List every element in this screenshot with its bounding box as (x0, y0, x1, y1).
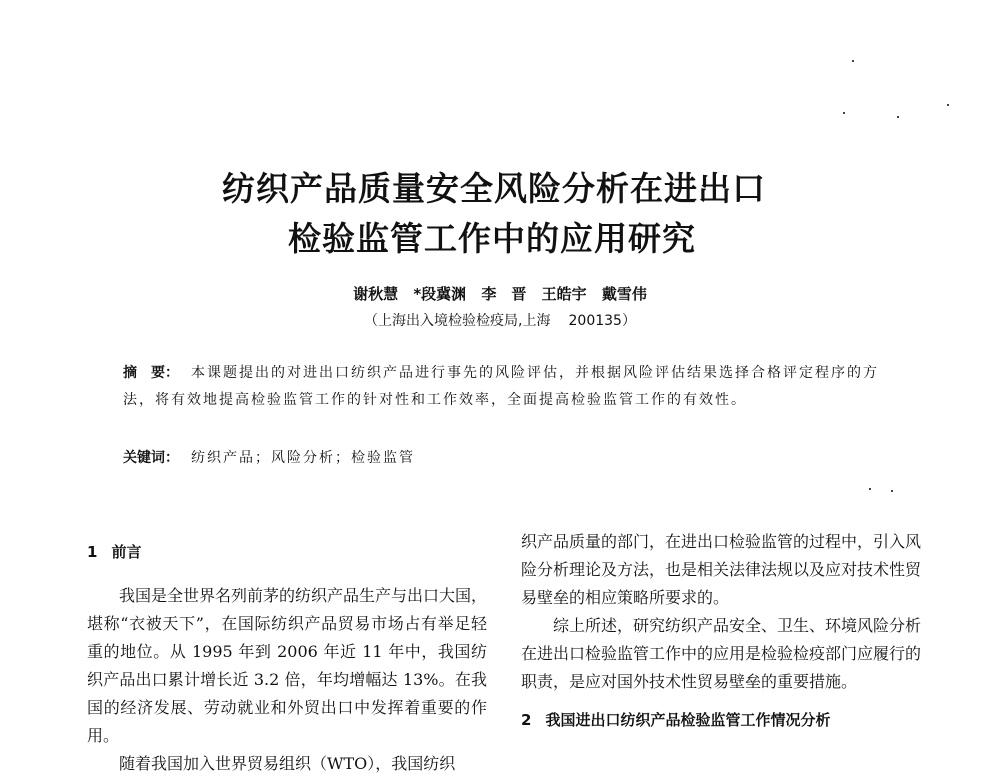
author-5: 戴雪伟 (601, 285, 647, 303)
scan-speck (843, 112, 845, 114)
author-1: 谢秋慧 (353, 285, 399, 303)
section-1-paragraph-1: 我国是全世界名列前茅的纺织产品生产与出口大国，堪称“衣被天下”，在国际纺织产品贸易市场占有举足轻重的地位。从 1995 年到 2006 年近 11 年中，我国纺织产品出口累计增长近 3.2 倍，年均增幅达 13%。在我国的经济发展、劳动就业和外贸出口中发挥着重要的作用。 (87, 586, 488, 745)
section-2-title: 我国进出口纺织产品检验监管工作情况分析 (545, 711, 831, 729)
scan-speck (852, 60, 854, 62)
section-1-heading (87, 538, 487, 566)
author-2: *段冀渊 (413, 285, 467, 303)
keywords-label: 关键词： (123, 450, 179, 466)
paper-title-line-2: 检验监管工作中的应用研究 (288, 219, 696, 258)
author-list (0, 283, 1000, 304)
scan-speck (891, 490, 893, 492)
section-2-heading (521, 706, 921, 734)
left-column (87, 538, 487, 778)
continued-paragraph: 织产品质量的部门，在进出口检验监管的过程中，引入风险分析理论及方法，也是相关法律法规以及应对技术性贸易壁垒的相应策略所要求的。 (521, 532, 922, 607)
scan-speck (947, 104, 949, 106)
section-2-number: 2 (521, 711, 532, 729)
scan-speck (897, 116, 899, 118)
right-column (521, 528, 921, 750)
affiliation (0, 310, 1000, 330)
affiliation-org: （上海出入境检验检疫局,上海 (364, 313, 551, 329)
scan-speck (869, 488, 871, 490)
paper-title-line-1: 纺织产品质量安全风险分析在进出口 (222, 169, 766, 208)
abstract (123, 360, 885, 414)
section-1-title: 前言 (111, 543, 142, 561)
section-1-paragraph-2: 随着我国加入世界贸易组织（WTO），我国纺织 (119, 754, 456, 773)
author-3: 李 晋 (481, 285, 527, 303)
keywords (123, 447, 415, 467)
author-4: 王皓宇 (541, 285, 587, 303)
abstract-text: 本课题提出的对进出口纺织产品进行事先的风险评估，并根据风险评估结果选择合格评定程序的方法，将有效地提高检验监管工作的针对性和工作效率，全面提高检验监管工作的有效性。 (123, 365, 879, 408)
keywords-text: 纺织产品；风险分析；检验监管 (191, 450, 415, 466)
abstract-label: 摘 要： (123, 365, 179, 381)
affiliation-postcode: 200135） (568, 313, 636, 329)
section-1-number: 1 (87, 543, 98, 561)
summary-paragraph: 综上所述，研究纺织产品安全、卫生、环境风险分析在进出口检验监管工作中的应用是检验检疫部门应履行的职责，是应对国外技术性贸易壁垒的重要措施。 (521, 616, 922, 691)
